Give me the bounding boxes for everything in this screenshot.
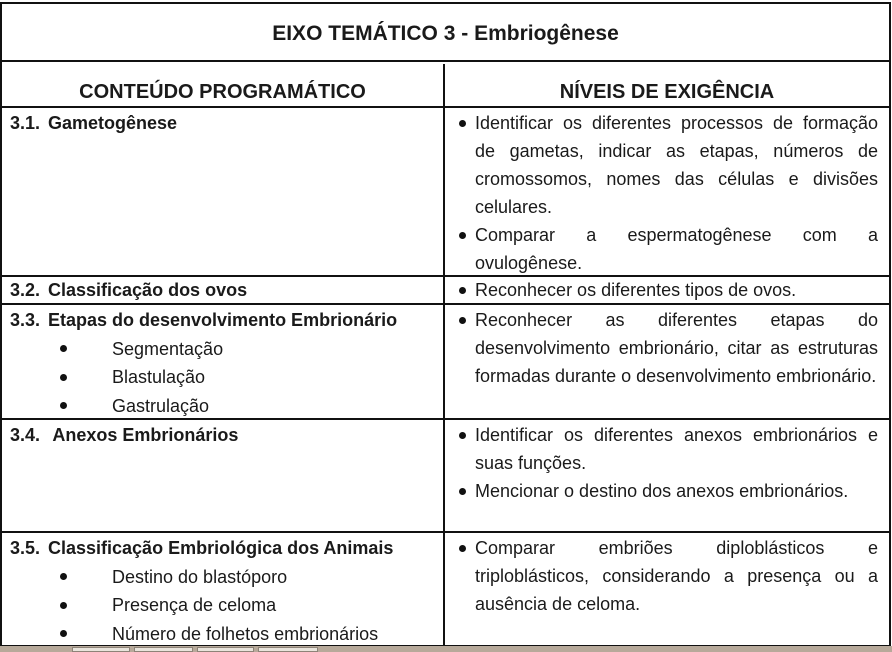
subtopic-item: Gastrulação	[10, 392, 438, 421]
requirement-item: Comparar a espermatogênese com a ovulogênese.	[458, 221, 878, 277]
requirements-cell	[458, 306, 878, 390]
bullet-icon	[60, 374, 67, 381]
syllabus-table	[0, 2, 891, 647]
requirement-item: Reconhecer os diferentes tipos de ovos.	[458, 276, 878, 304]
topic-number: 3.5.	[10, 538, 41, 558]
topic-title: Etapas do desenvolvimento Embrionário	[48, 310, 398, 330]
topic-title: Classificação dos ovos	[48, 280, 248, 300]
topic-title: Classificação Embriológica dos Animais	[48, 538, 394, 558]
subtopic-item: Número de folhetos embrionários	[10, 620, 438, 649]
table-header-row	[2, 64, 889, 108]
subtopic-item: Segmentação	[10, 335, 438, 364]
subtopic-item: Presença de celoma	[10, 591, 438, 620]
header-conteudo-programatico: CONTEÚDO PROGRAMÁTICO	[79, 81, 366, 103]
subtopic-item: Destino do blastóporo	[10, 563, 438, 592]
topic-title: Anexos Embrionários	[48, 425, 239, 445]
subtopic-item: Blastulação	[10, 363, 438, 392]
bullet-icon	[60, 602, 67, 609]
topic-number: 3.3.	[10, 310, 41, 330]
content-cell	[10, 276, 438, 305]
requirement-item: Comparar embriões diploblásticos e triploblásticos, considerando a presença ou a ausência de celoma.	[458, 534, 878, 618]
content-cell	[10, 421, 438, 450]
partial-cell	[134, 647, 193, 652]
bullet-icon	[60, 402, 67, 409]
partial-cell	[258, 647, 318, 652]
table-row-3-5	[2, 533, 889, 645]
requirement-item: Identificar os diferentes processos de formação de gametas, indicar as etapas, números de cromossomos, nomes das células e divisões celulares.	[458, 109, 878, 221]
topic-number: 3.1.	[10, 113, 41, 133]
table-row-3-3	[2, 305, 889, 420]
bullet-icon	[60, 573, 67, 580]
topic-number: 3.4.	[10, 425, 41, 445]
requirement-item: Reconhecer as diferentes etapas do desenvolvimento embrionário, citar as estruturas formadas durante o desenvolvimento embrionário.	[458, 306, 878, 390]
topic-number: 3.2.	[10, 280, 41, 300]
content-cell	[10, 534, 438, 648]
requirement-item: Mencionar o destino dos anexos embrionários.	[458, 477, 878, 505]
bullet-icon	[60, 630, 67, 637]
partial-cell	[72, 647, 130, 652]
table-row-3-4	[2, 420, 889, 533]
content-cell	[10, 306, 438, 420]
topic-heading	[10, 109, 438, 138]
topic-heading	[10, 534, 438, 563]
requirements-cell	[458, 109, 878, 277]
topic-heading	[10, 306, 438, 335]
requirements-cell	[458, 421, 878, 505]
topic-heading	[10, 276, 438, 305]
table-row-3-1	[2, 108, 889, 277]
topic-heading	[10, 421, 438, 450]
bullet-icon	[60, 345, 67, 352]
requirements-cell	[458, 534, 878, 618]
table-title: EIXO TEMÁTICO 3 - Embriogênese	[2, 4, 889, 62]
table-row-3-2	[2, 277, 889, 305]
header-niveis-de-exigencia: NÍVEIS DE EXIGÊNCIA	[559, 81, 775, 103]
content-cell	[10, 109, 438, 138]
partial-cell	[197, 647, 254, 652]
topic-title: Gametogênese	[48, 113, 178, 133]
requirements-cell	[458, 276, 878, 304]
requirement-item: Identificar os diferentes anexos embrionários e suas funções.	[458, 421, 878, 477]
